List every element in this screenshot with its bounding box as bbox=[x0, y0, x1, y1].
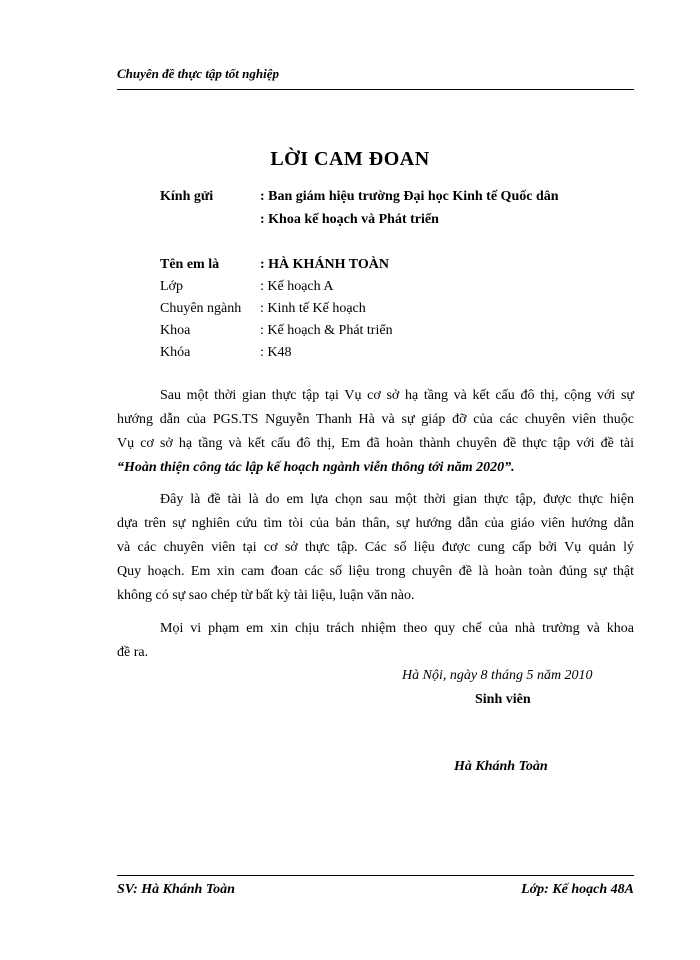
paragraph-line: không có sự sao chép từ bất kỳ tài liệu, luận văn nào. bbox=[117, 588, 415, 603]
signature-role: Sinh viên bbox=[475, 692, 531, 707]
addressee-label: Kính gửi bbox=[160, 189, 214, 204]
info-label: Lớp bbox=[160, 279, 183, 294]
info-row-faculty bbox=[160, 323, 393, 339]
addressee-line-1: : Ban giám hiệu trường Đại học Kinh tế Quốc dân bbox=[260, 189, 559, 204]
paragraph-line: dựa trên sự nghiên cứu tìm tòi của bản thân, sự hướng dẫn của giáo viên hướng dẫn bbox=[117, 516, 634, 531]
addressee-row-2 bbox=[160, 212, 439, 228]
thesis-topic: “Hoàn thiện công tác lập kế hoạch ngành viễn thông tới năm 2020”. bbox=[117, 460, 515, 475]
footer-rule bbox=[117, 875, 634, 876]
page-title: LỜI CAM ĐOAN bbox=[270, 148, 430, 170]
info-value: : Kinh tế Kế hoạch bbox=[260, 301, 366, 316]
addressee-line-2: : Khoa kế hoạch và Phát triển bbox=[260, 212, 439, 227]
info-label: Khoa bbox=[160, 323, 191, 338]
paragraph-line: đề ra. bbox=[117, 645, 149, 660]
signature-name: Hà Khánh Toàn bbox=[454, 759, 548, 774]
info-label: Khóa bbox=[160, 345, 191, 360]
info-row-class bbox=[160, 279, 333, 295]
paragraph-line: Vụ cơ sở hạ tầng và kết cấu đô thị, Em đã hoàn thành chuyên đề thực tập với đề tài bbox=[117, 436, 634, 451]
paragraph-line: Quy hoạch. Em xin cam đoan các số liệu trong chuyên đề là hoàn toàn đúng sự thật bbox=[117, 564, 634, 579]
paragraph-line: hướng dẫn của PGS.TS Nguyễn Thanh Hà và sự giáp đỡ của các chuyên viên thuộc bbox=[117, 412, 634, 427]
info-label: Tên em là bbox=[160, 257, 220, 272]
paragraph-line: Đây là đề tài là do em lựa chọn sau một thời gian thực tập, được thực hiện bbox=[160, 492, 634, 507]
info-row-name bbox=[160, 257, 389, 273]
info-value: : Kế hoạch A bbox=[260, 279, 334, 294]
footer-student: SV: Hà Khánh Toàn bbox=[117, 882, 235, 897]
info-row-course bbox=[160, 345, 292, 361]
addressee-row-1 bbox=[160, 189, 559, 205]
paragraph-3 bbox=[117, 617, 634, 665]
info-label: Chuyên ngành bbox=[160, 301, 242, 316]
info-value: : Kế hoạch & Phát triển bbox=[260, 323, 393, 338]
info-row-major bbox=[160, 301, 366, 317]
info-value: : HÀ KHÁNH TOÀN bbox=[260, 257, 389, 272]
footer-class: Lớp: Kế hoạch 48A bbox=[521, 882, 634, 897]
running-header: Chuyên đề thực tập tốt nghiệp bbox=[117, 66, 279, 81]
signature-date: Hà Nội, ngày 8 tháng 5 năm 2010 bbox=[402, 668, 593, 683]
info-value: : K48 bbox=[260, 345, 292, 360]
paragraph-line: Sau một thời gian thực tập tại Vụ cơ sở hạ tầng và kết cấu đô thị, cộng với sự bbox=[160, 388, 634, 403]
paragraph-line: và các chuyên viên tại cơ sở thực tập. Các số liệu được cung cấp bởi Vụ quản lý bbox=[117, 540, 634, 555]
header-rule bbox=[117, 89, 634, 90]
paragraph-2 bbox=[117, 488, 634, 608]
paragraph-1 bbox=[117, 384, 634, 480]
paragraph-line: Mọi vi phạm em xin chịu trách nhiệm theo quy chế của nhà trường và khoa bbox=[160, 621, 634, 636]
